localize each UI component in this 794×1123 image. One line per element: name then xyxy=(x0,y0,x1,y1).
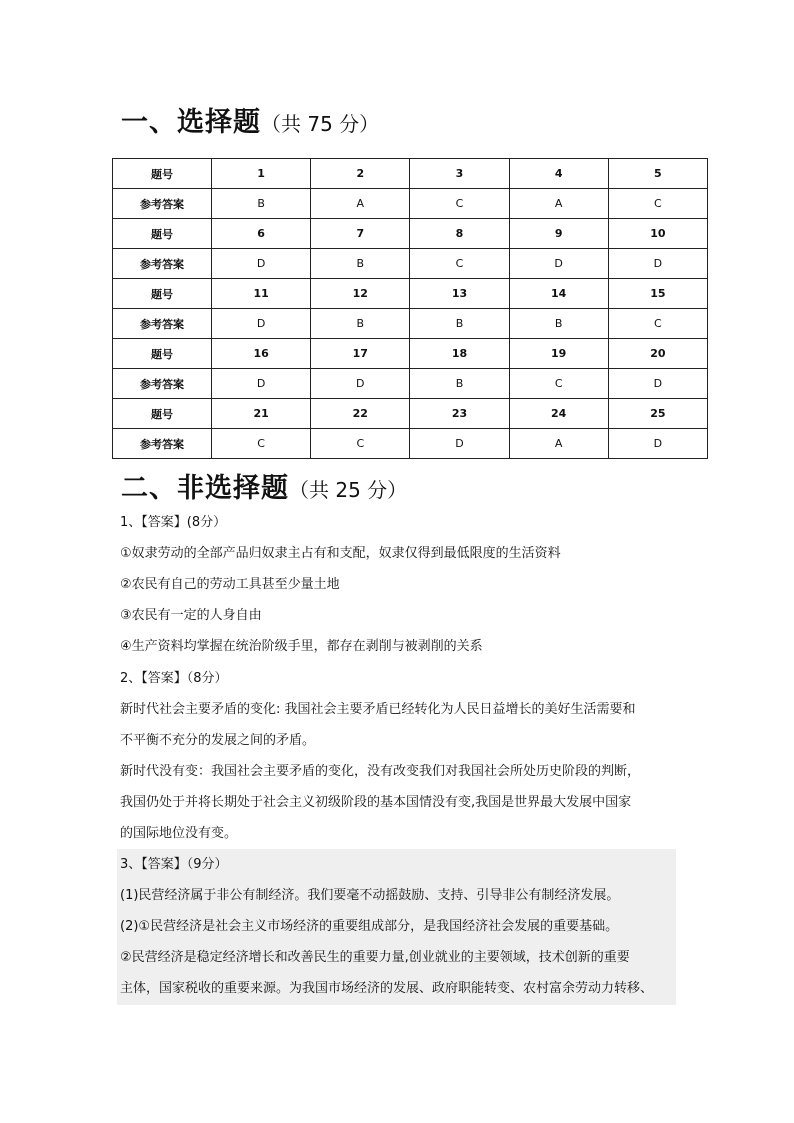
answer-2-heading: 2、【答案】（8分） xyxy=(120,671,228,686)
answer-cell: D xyxy=(608,249,707,279)
row-label-answer: 参考答案 xyxy=(113,429,212,459)
answer-line: ②农民有自己的劳动工具甚至少量土地 xyxy=(120,577,340,592)
question-number: 13 xyxy=(410,279,509,309)
answer-line: 新时代没有变：我国社会主要矛盾的变化，没有改变我们对我国社会所处历史阶段的判断， xyxy=(120,764,641,779)
answer-cell: C xyxy=(212,429,311,459)
answer-cell: D xyxy=(212,309,311,339)
answer-table xyxy=(112,158,708,459)
answer-cell: C xyxy=(410,189,509,219)
answer-cell: C xyxy=(608,309,707,339)
row-label-answer: 参考答案 xyxy=(113,249,212,279)
answer-cell: A xyxy=(311,189,410,219)
answer-cell: C xyxy=(509,369,608,399)
answer-cell: C xyxy=(410,249,509,279)
question-number: 15 xyxy=(608,279,707,309)
table-row-answers xyxy=(113,189,708,219)
answer-line: (2)①民营经济是社会主义市场经济的重要组成部分，是我国经济社会发展的重要基础。 xyxy=(120,919,619,934)
question-number: 9 xyxy=(509,219,608,249)
row-label-answer: 参考答案 xyxy=(113,309,212,339)
row-label-number: 题号 xyxy=(113,399,212,429)
table-row-numbers xyxy=(113,279,708,309)
table-row-answers xyxy=(113,249,708,279)
table-row-numbers xyxy=(113,219,708,249)
table-row-numbers xyxy=(113,159,708,189)
question-number: 2 xyxy=(311,159,410,189)
question-number: 24 xyxy=(509,399,608,429)
answer-line: 主体，国家税收的重要来源。为我国市场经济的发展、政府职能转变、农村富余劳动力转移、 xyxy=(120,981,654,996)
answer-cell: B xyxy=(311,249,410,279)
answer-line: ②民营经济是稳定经济增长和改善民生的重要力量,创业就业的主要领域，技术创新的重要 xyxy=(120,950,630,965)
question-number: 3 xyxy=(410,159,509,189)
answer-cell: D xyxy=(410,429,509,459)
answer-cell: D xyxy=(608,429,707,459)
table-row-numbers xyxy=(113,399,708,429)
answer-line: ③农民有一定的人身自由 xyxy=(120,608,262,623)
section-1-title: 一、选择题 xyxy=(121,107,261,138)
question-number: 25 xyxy=(608,399,707,429)
answer-line: ①奴隶劳动的全部产品归奴隶主占有和支配，奴隶仅得到最低限度的生活资料 xyxy=(120,546,561,561)
table-row-numbers xyxy=(113,339,708,369)
answer-cell: D xyxy=(212,249,311,279)
answer-cell: A xyxy=(509,189,608,219)
question-number: 4 xyxy=(509,159,608,189)
question-number: 1 xyxy=(212,159,311,189)
row-label-number: 题号 xyxy=(113,159,212,189)
answer-line: 不平衡不充分的发展之间的矛盾。 xyxy=(120,733,316,748)
answer-line: 新时代社会主要矛盾的变化: 我国社会主要矛盾已经转化为人民日益增长的美好生活需要和 xyxy=(120,702,636,717)
section-1-heading xyxy=(121,100,379,139)
answer-cell: D xyxy=(311,369,410,399)
table-row-answers xyxy=(113,369,708,399)
question-number: 11 xyxy=(212,279,311,309)
answer-cell: B xyxy=(311,309,410,339)
section-2-heading xyxy=(121,466,407,505)
row-label-answer: 参考答案 xyxy=(113,189,212,219)
question-number: 23 xyxy=(410,399,509,429)
question-number: 14 xyxy=(509,279,608,309)
question-number: 17 xyxy=(311,339,410,369)
question-number: 18 xyxy=(410,339,509,369)
answer-cell: B xyxy=(212,189,311,219)
table-row-answers xyxy=(113,429,708,459)
row-label-answer: 参考答案 xyxy=(113,369,212,399)
answer-line: (1)民营经济属于非公有制经济。我们要毫不动摇鼓励、支持、引导非公有制经济发展。 xyxy=(120,888,620,903)
question-number: 22 xyxy=(311,399,410,429)
answer-cell: D xyxy=(212,369,311,399)
row-label-number: 题号 xyxy=(113,339,212,369)
row-label-number: 题号 xyxy=(113,279,212,309)
answer-cell: C xyxy=(608,189,707,219)
question-number: 19 xyxy=(509,339,608,369)
section-2-score: （共 25 分） xyxy=(289,478,408,502)
answer-cell: B xyxy=(509,309,608,339)
answer-cell: A xyxy=(509,429,608,459)
answer-line: ④生产资料均掌握在统治阶级手里，都存在剥削与被剥削的关系 xyxy=(120,639,483,654)
row-label-number: 题号 xyxy=(113,219,212,249)
question-number: 6 xyxy=(212,219,311,249)
answer-3-heading: 3、【答案】（9分） xyxy=(120,857,228,872)
answer-cell: B xyxy=(410,309,509,339)
answer-cell: B xyxy=(410,369,509,399)
question-number: 10 xyxy=(608,219,707,249)
answer-line: 我国仍处于并将长期处于社会主义初级阶段的基本国情没有变,我国是世界最大发展中国家 xyxy=(120,795,632,810)
table-row-answers xyxy=(113,309,708,339)
question-number: 5 xyxy=(608,159,707,189)
answer-cell: D xyxy=(509,249,608,279)
answer-cell: C xyxy=(311,429,410,459)
question-number: 16 xyxy=(212,339,311,369)
question-number: 7 xyxy=(311,219,410,249)
answer-line: 的国际地位没有变。 xyxy=(120,826,238,841)
question-number: 8 xyxy=(410,219,509,249)
answer-cell: D xyxy=(608,369,707,399)
answer-1-heading: 1、【答案】(8分） xyxy=(120,515,227,530)
question-number: 21 xyxy=(212,399,311,429)
question-number: 12 xyxy=(311,279,410,309)
section-2-title: 二、非选择题 xyxy=(121,473,289,504)
question-number: 20 xyxy=(608,339,707,369)
section-1-score: （共 75 分） xyxy=(261,112,380,136)
